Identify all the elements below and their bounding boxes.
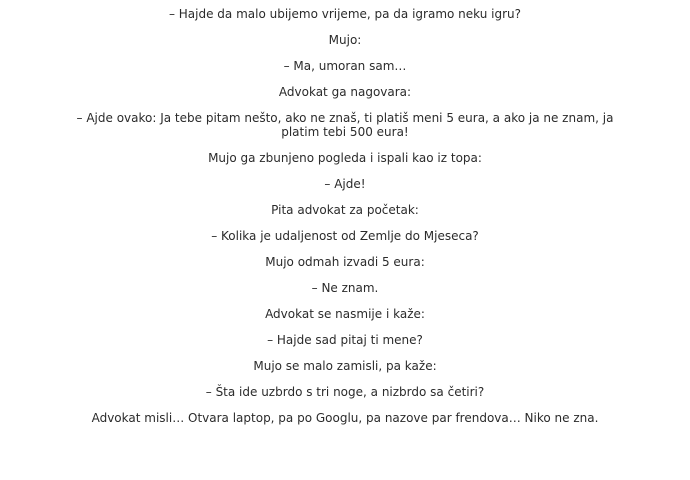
paragraph-9: – Kolika je udaljenost od Zemlje do Mjeseca? <box>211 229 479 243</box>
paragraph-6: Mujo ga zbunjeno pogleda i ispali kao iz topa: <box>208 151 482 165</box>
paragraph-1: – Hajde da malo ubijemo vrijeme, pa da igramo neku igru? <box>168 7 522 21</box>
paragraph-13: – Hajde sad pitaj ti mene? <box>267 333 423 347</box>
paragraph-5: – Ajde ovako: Ja tebe pitam nešto, ako ne znaš, ti platiš meni 5 eura, a ako ja ne znam, ja platim tebi 500 eura! <box>76 111 614 139</box>
paragraph-11: – Ne znam. <box>311 281 379 295</box>
paragraph-14: Mujo se malo zamisli, pa kaže: <box>253 359 437 373</box>
paragraph-10: Mujo odmah izvadi 5 eura: <box>265 255 425 269</box>
paragraph-4: Advokat ga nagovara: <box>278 85 412 99</box>
paragraph-15: – Šta ide uzbrdo s tri noge, a nizbrdo sa četiri? <box>205 385 485 399</box>
paragraph-12: Advokat se nasmije i kaže: <box>265 307 425 321</box>
paragraph-8: Pita advokat za početak: <box>271 203 419 217</box>
paragraph-2: Mujo: <box>328 33 362 47</box>
paragraph-3: – Ma, umoran sam… <box>283 59 407 73</box>
paragraph-7: – Ajde! <box>324 177 366 191</box>
paragraph-16: Advokat misli… Otvara laptop, pa po Googlu, pa nazove par frendova… Niko ne zna. <box>91 411 599 425</box>
joke-article <box>60 0 630 437</box>
